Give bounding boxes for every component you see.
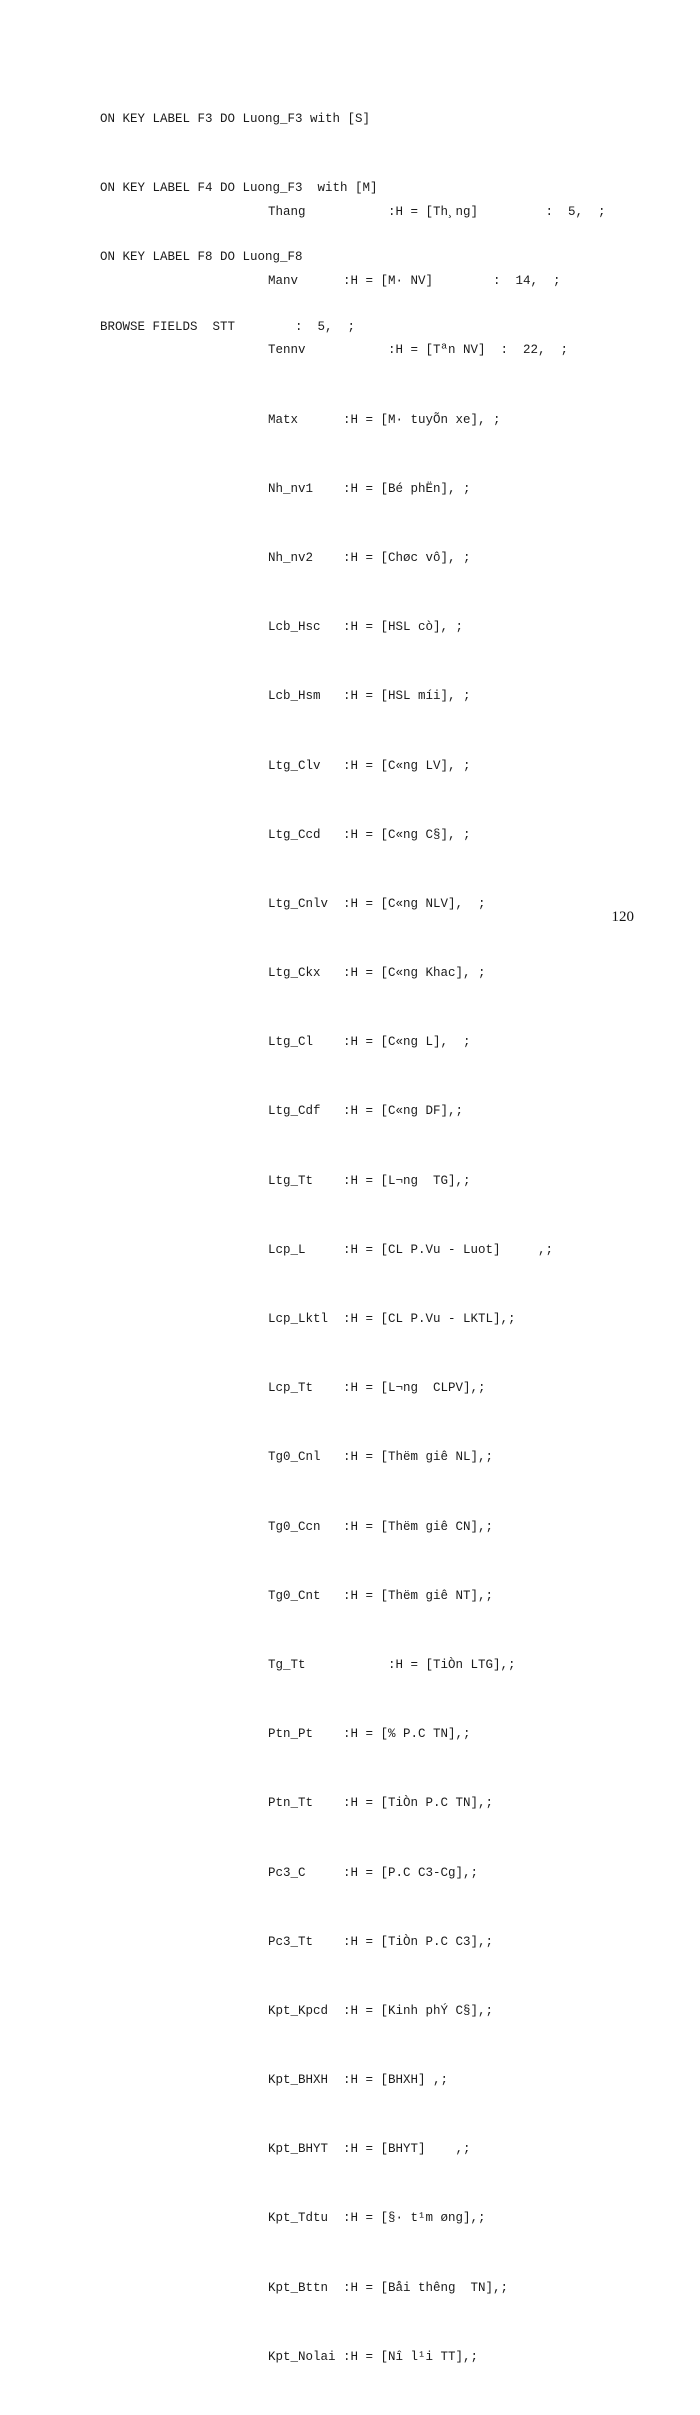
field-line: Lcp_Lktl :H = [CL P.Vu - LKTL],; [268, 1312, 516, 1326]
field-line: Lcp_Tt :H = [L¬ng CLPV],; [268, 1381, 486, 1396]
field-line: Ltg_Cnlv :H = [C«ng NLV], ; [268, 896, 486, 911]
code-line: ON KEY LABEL F4 DO Luong_F3 with [M] [100, 181, 378, 196]
field-line: Ltg_Clv :H = [C«ng LV], ; [268, 758, 471, 773]
code-line: ON KEY LABEL F3 DO Luong_F3 with [S] [100, 112, 371, 126]
field-line: Ptn_Tt :H = [TiÒn P.C TN],; [268, 1796, 494, 1811]
field-line: Tg0_Cnl :H = [Thëm giê NL],; [268, 1450, 494, 1465]
field-line: Kpt_Bttn :H = [Båi thêng TN],; [268, 2280, 509, 2295]
field-line: Ltg_Cl :H = [C«ng L], ; [268, 1035, 471, 1050]
field-line: Ltg_Ckx :H = [C«ng Khac], ; [268, 966, 486, 981]
field-line: Tg0_Cnt :H = [Thëm giê NT],; [268, 1588, 494, 1603]
field-line: Matx :H = [M· tuyÕn xe], ; [268, 412, 501, 427]
field-line: Pc3_C :H = [P.C C3-Cg],; [268, 1865, 479, 1880]
field-line: Kpt_BHXH :H = [BHXH] ,; [268, 2073, 449, 2088]
field-line: Kpt_Tdtu :H = [§· t¹m øng],; [268, 2211, 486, 2226]
field-line: Manv :H = [M· NV] : 14, ; [268, 274, 561, 289]
page-number: 120 [611, 909, 634, 925]
field-line: Lcb_Hsc :H = [HSL cò], ; [268, 620, 464, 635]
field-line: Ltg_Tt :H = [L¬ng TG],; [268, 1173, 471, 1188]
field-line: Kpt_Kpcd :H = [Kinh phÝ C§],; [268, 2003, 494, 2018]
field-line: Tg0_Ccn :H = [Thëm giê CN],; [268, 1519, 494, 1534]
field-line: Nh_nv2 :H = [Chøc vô], ; [268, 550, 471, 565]
field-line: Tennv :H = [Tªn NV] : 22, ; [268, 343, 569, 358]
field-line: Nh_nv1 :H = [Bé phËn], ; [268, 481, 471, 496]
field-line: Kpt_Nolai :H = [Nî l¹i TT],; [268, 2349, 479, 2364]
field-line: Thang :H = [Th¸ng] : 5, ; [268, 205, 606, 219]
field-line: Lcp_L :H = [CL P.Vu - Luot] ,; [268, 1242, 554, 1257]
field-line: Ltg_Cdf :H = [C«ng DF],; [268, 1104, 464, 1119]
field-line: Kpt_BHYT :H = [BHYT] ,; [268, 2142, 471, 2157]
code-line: ON KEY LABEL F8 DO Luong_F8 [100, 250, 303, 265]
field-line: Ptn_Pt :H = [% P.C TN],; [268, 1727, 471, 1742]
field-line: Lcb_Hsm :H = [HSL míi], ; [268, 689, 471, 704]
field-line: Pc3_Tt :H = [TiÒn P.C C3],; [268, 1934, 494, 1949]
browse-fields-block [268, 155, 606, 2415]
field-line: Ltg_Ccd :H = [C«ng C§], ; [268, 827, 471, 842]
field-line: Tg_Tt :H = [TiÒn LTG],; [268, 1657, 516, 1672]
code-line: BROWSE FIELDS STT : 5, ; [100, 319, 356, 334]
